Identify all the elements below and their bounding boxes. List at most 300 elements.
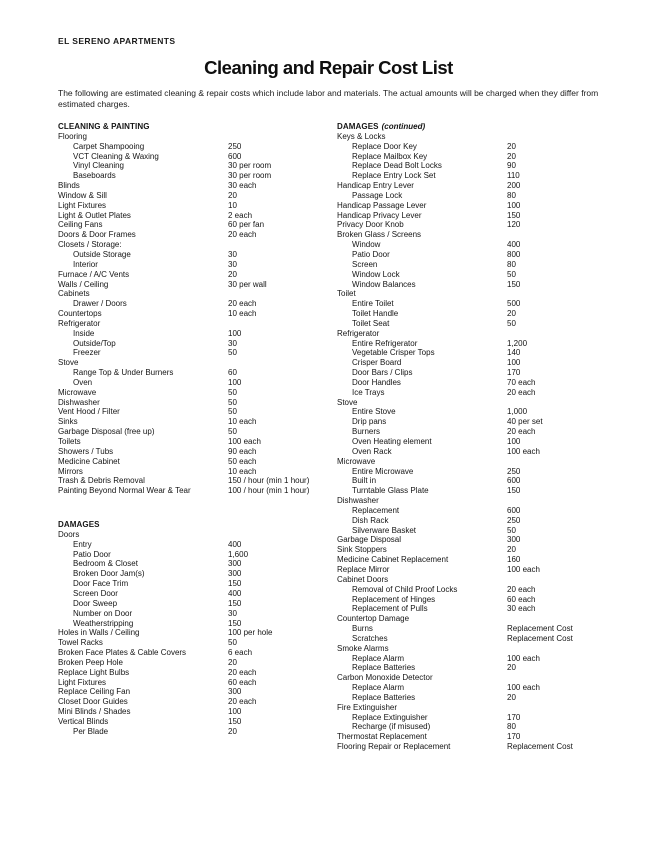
cost-item-value: 30 (228, 259, 237, 269)
cost-row (58, 467, 337, 477)
cost-row (337, 220, 599, 230)
cost-item-label: Entire Toilet (352, 299, 394, 309)
cost-row (58, 447, 337, 457)
cost-row (337, 703, 599, 713)
cost-item-value: 80 (507, 722, 516, 732)
cost-item-label: Cabinet Doors (337, 574, 389, 584)
cost-item-value: 1,600 (228, 549, 249, 559)
section-rows (337, 132, 599, 752)
cost-item-value: 600 (507, 476, 521, 486)
cost-item-value: 250 (507, 515, 521, 525)
cost-item-label: Privacy Door Knob (337, 220, 404, 230)
cost-item-value: 150 (228, 618, 242, 628)
cost-row (58, 678, 337, 688)
cost-item-value: 50 (228, 407, 237, 417)
cost-row (58, 201, 337, 211)
cost-item-label: Ice Trays (352, 387, 385, 397)
cost-item-label: Mini Blinds / Shades (58, 707, 131, 717)
cost-item-label: Refrigerator (58, 318, 101, 328)
cost-row (337, 230, 599, 240)
cost-row (58, 289, 337, 299)
cost-item-value: 100 / hour (min 1 hour) (228, 486, 310, 496)
cost-item-value: 150 (507, 210, 521, 220)
cost-item-label: Broken Glass / Screens (337, 230, 422, 240)
cost-item-label: Replacement (352, 505, 400, 515)
cost-row (58, 599, 337, 609)
cost-row (337, 526, 599, 536)
cost-item-label: Handicap Privacy Lever (337, 210, 422, 220)
cost-row (58, 638, 337, 648)
cost-item-value: 200 (507, 181, 521, 191)
cost-item-label: Replacement of Hinges (352, 594, 436, 604)
cost-item-label: Outside Storage (73, 249, 131, 259)
section-heading (337, 122, 599, 132)
cost-item-label: Ceiling Fans (58, 220, 103, 230)
cost-row (337, 152, 599, 162)
cost-row (337, 516, 599, 526)
cost-row (58, 240, 337, 250)
cost-row (58, 648, 337, 658)
cost-item-value: 150 (507, 486, 521, 496)
cost-row (337, 181, 599, 191)
cost-row (58, 579, 337, 589)
cost-item-label: Replacement of Pulls (352, 604, 428, 614)
cost-item-value: 30 (228, 338, 237, 348)
cost-item-value: 100 each (507, 683, 540, 693)
cost-item-label: Handicap Entry Lever (337, 181, 414, 191)
cost-item-value: 150 (228, 598, 242, 608)
cost-row (337, 555, 599, 565)
section-heading-text: DAMAGES (337, 122, 379, 131)
cost-item-label: Fire Extinguisher (337, 702, 398, 712)
cost-row (58, 437, 337, 447)
cost-item-value: 6 each (228, 648, 253, 658)
cost-item-label: Door Sweep (73, 598, 118, 608)
cost-row (337, 535, 599, 545)
cost-item-value: 20 (507, 692, 516, 702)
cost-item-value: 400 (507, 240, 521, 250)
cost-row (337, 673, 599, 683)
cost-item-label: Number on Door (73, 608, 133, 618)
section-heading-suffix: (continued) (381, 122, 426, 131)
cost-item-value: 30 per wall (228, 279, 267, 289)
cost-item-value: 100 (228, 377, 242, 387)
cost-row (58, 329, 337, 339)
cost-row (58, 457, 337, 467)
cost-item-value: 100 (507, 437, 521, 446)
cost-item-label: Light Fixtures (58, 677, 107, 687)
cost-row (337, 398, 599, 408)
cost-row (58, 152, 337, 162)
cost-item-value: 100 (507, 358, 521, 368)
cost-item-label: Trash & Debris Removal (58, 476, 145, 486)
cost-row (337, 545, 599, 555)
cost-row (337, 486, 599, 496)
cost-item-value: 100 each (228, 437, 261, 446)
cost-item-label: Door Face Trim (73, 579, 129, 589)
cost-item-label: Medicine Cabinet Replacement (337, 555, 449, 565)
cost-item-label: Oven Heating element (352, 437, 432, 446)
cost-item-label: Countertop Damage (337, 614, 410, 624)
cost-item-value: 160 (507, 555, 521, 565)
cost-item-value: 10 (228, 200, 237, 210)
cost-row (337, 476, 599, 486)
cost-item-label: Towel Racks (58, 638, 103, 648)
cost-row (58, 550, 337, 560)
cost-row (58, 161, 337, 171)
cost-item-value: 300 (228, 559, 242, 569)
cost-list-columns (58, 122, 599, 752)
cost-item-value: 400 (228, 588, 242, 598)
cost-item-label: Drawer / Doors (73, 299, 127, 309)
cost-item-label: Doors (58, 529, 80, 539)
cost-item-value: 80 (507, 190, 516, 200)
cost-item-label: Stove (58, 358, 79, 368)
section-heading (58, 520, 337, 530)
cost-item-label: Patio Door (352, 249, 390, 259)
cost-item-label: Flooring (58, 131, 87, 141)
cost-row (58, 132, 337, 142)
cost-row (337, 614, 599, 624)
cost-item-label: Screen Door (73, 588, 118, 598)
cost-item-label: Patio Door (73, 549, 111, 559)
cost-item-value: 20 each (228, 697, 257, 707)
cost-item-value: 90 each (228, 446, 257, 456)
cost-item-value: 1,200 (507, 338, 528, 348)
cost-item-label: Vertical Blinds (58, 716, 109, 726)
cost-item-label: Broken Face Plates & Cable Covers (58, 648, 187, 658)
cost-item-label: Recharge (if misused) (352, 722, 431, 732)
cost-item-value: 100 each (507, 564, 540, 574)
cost-item-value: 150 (228, 716, 242, 726)
cost-item-label: Toilet (337, 289, 356, 299)
section-rows (58, 530, 337, 737)
section-heading-text: CLEANING & PAINTING (58, 122, 150, 131)
cost-item-label: Replace Alarm (352, 653, 405, 663)
cost-item-value: 50 (507, 269, 516, 279)
section-rows (58, 132, 337, 496)
cost-item-value: 100 (507, 200, 521, 210)
cost-row (337, 289, 599, 299)
cost-row (58, 250, 337, 260)
cost-item-label: Broken Door Jam(s) (73, 569, 145, 579)
cost-row (337, 388, 599, 398)
cost-row (337, 447, 599, 457)
cost-item-label: Walls / Ceiling (58, 279, 109, 289)
cost-item-value: 20 each (228, 667, 257, 677)
cost-row (58, 358, 337, 368)
cost-item-label: Painting Beyond Normal Wear & Tear (58, 486, 191, 496)
cost-row (337, 604, 599, 614)
cost-row (58, 348, 337, 358)
cost-item-label: Replace Mirror (337, 564, 390, 574)
cost-row (58, 717, 337, 727)
cost-item-label: Burners (352, 427, 381, 437)
cost-row (337, 506, 599, 516)
cost-item-value: Replacement Cost (507, 742, 573, 752)
cost-row (337, 407, 599, 417)
cost-item-label: Broken Peep Hole (58, 657, 123, 667)
cost-item-label: Smoke Alarms (337, 643, 389, 653)
cost-row (337, 211, 599, 221)
cost-item-value: 10 each (228, 417, 257, 427)
cost-item-label: Built in (352, 476, 377, 486)
cost-item-label: Carbon Monoxide Detector (337, 673, 433, 683)
cost-row (58, 707, 337, 717)
cost-item-value: 20 (228, 726, 237, 736)
cost-row (58, 171, 337, 181)
cost-item-value: 20 each (507, 387, 536, 397)
cost-item-value: 10 each (228, 309, 257, 319)
cost-row (58, 727, 337, 737)
cost-row (337, 348, 599, 358)
cost-item-label: Countertops (58, 309, 102, 319)
cost-row (58, 299, 337, 309)
cost-item-value: 50 (228, 427, 237, 437)
cost-row (337, 575, 599, 585)
page-title: Cleaning and Repair Cost List (204, 57, 453, 78)
cost-item-label: Replace Batteries (352, 663, 416, 673)
cost-row (58, 609, 337, 619)
cost-row (58, 309, 337, 319)
cost-item-value: 120 (507, 220, 521, 230)
cost-item-label: Oven Rack (352, 446, 392, 456)
column-left (58, 122, 337, 737)
intro-paragraph: The following are estimated cleaning & repair costs which include labor and materials. The actual amounts will be charged when they differ from estimated charges. (58, 88, 599, 109)
cost-item-label: Replace Door Key (352, 141, 417, 151)
cost-item-value: 60 per fan (228, 220, 265, 230)
cost-row (337, 201, 599, 211)
cost-row (337, 358, 599, 368)
cost-item-label: Refrigerator (337, 328, 380, 338)
cost-row (58, 530, 337, 540)
cost-item-label: Blinds (58, 181, 80, 191)
cost-row (337, 732, 599, 742)
cost-row (337, 683, 599, 693)
cost-item-label: Window Lock (352, 269, 400, 279)
cost-row (337, 171, 599, 181)
cost-item-value: 30 per room (228, 161, 272, 171)
cost-row (58, 619, 337, 629)
cost-item-label: Flooring Repair or Replacement (337, 742, 451, 752)
cost-row (58, 476, 337, 486)
cost-row (337, 191, 599, 201)
cost-row (58, 220, 337, 230)
cost-item-value: 100 per hole (228, 628, 273, 638)
cost-item-value: 150 (228, 579, 242, 589)
cost-row (58, 417, 337, 427)
cost-row (337, 309, 599, 319)
cost-row (58, 398, 337, 408)
cost-item-label: Per Blade (73, 726, 109, 736)
cost-item-label: Window & Sill (58, 190, 107, 200)
cost-item-value: 100 (228, 707, 242, 717)
cost-item-value: 110 (507, 171, 520, 181)
cost-item-value: 30 (228, 608, 237, 618)
cost-item-value: 20 (507, 545, 516, 555)
cost-item-label: Stove (337, 397, 358, 407)
cost-row (58, 697, 337, 707)
cost-item-value: 20 each (228, 299, 257, 309)
cost-item-value: 100 each (507, 653, 540, 663)
cost-row (58, 270, 337, 280)
cost-item-label: Garbage Disposal (337, 535, 402, 545)
cost-row (337, 654, 599, 664)
cost-row (337, 437, 599, 447)
cost-item-value: 50 (507, 318, 516, 328)
cost-item-value: 20 (507, 151, 516, 161)
cost-item-label: Inside (73, 328, 95, 338)
cost-item-value: 20 each (507, 584, 536, 594)
cost-item-value: 30 (228, 249, 237, 259)
letterhead: EL SERENO APARTMENTS (58, 36, 176, 46)
cost-item-value: 70 each (507, 377, 536, 387)
cost-item-label: Door Bars / Clips (352, 368, 413, 378)
cost-row (58, 687, 337, 697)
cost-item-label: Replace Entry Lock Set (352, 171, 436, 181)
cost-item-value: 20 (228, 190, 237, 200)
cost-item-label: Silverware Basket (352, 525, 417, 535)
cost-item-label: Replace Ceiling Fan (58, 687, 131, 697)
cost-item-value: Replacement Cost (507, 624, 573, 634)
cost-item-label: Replace Extinguisher (352, 712, 428, 722)
cost-row (58, 211, 337, 221)
cost-row (337, 565, 599, 575)
cost-item-value: 20 (507, 141, 516, 151)
cost-row (58, 260, 337, 270)
cost-item-label: Entire Microwave (352, 466, 414, 476)
cost-row (58, 368, 337, 378)
cost-item-value: 2 each (228, 210, 253, 220)
cost-row (337, 250, 599, 260)
cost-item-label: Vegetable Crisper Tops (352, 348, 435, 358)
cost-item-value: 170 (507, 732, 521, 742)
cost-row (337, 663, 599, 673)
cost-item-label: Cabinets (58, 289, 90, 299)
column-right (337, 122, 599, 752)
document-content (58, 36, 599, 752)
cost-row (58, 628, 337, 638)
cost-item-label: Dishwasher (58, 397, 100, 407)
cost-row (58, 658, 337, 668)
cost-row (337, 132, 599, 142)
cost-item-label: Dish Rack (352, 515, 389, 525)
cost-item-label: Entry (73, 539, 92, 549)
cost-item-label: VCT Cleaning & Waxing (73, 151, 159, 161)
cost-item-label: Garbage Disposal (free up) (58, 427, 155, 437)
cost-row (337, 644, 599, 654)
cost-item-label: Sinks (58, 417, 78, 427)
cost-item-label: Interior (73, 259, 98, 269)
cost-row (337, 417, 599, 427)
cost-row (337, 457, 599, 467)
cost-item-label: Dishwasher (337, 496, 379, 506)
cost-row (337, 427, 599, 437)
cost-item-value: 250 (228, 141, 242, 151)
cost-item-label: Toilets (58, 437, 81, 446)
cost-row (337, 142, 599, 152)
cost-item-value: 20 (228, 657, 237, 667)
cost-item-value: 50 (228, 348, 237, 358)
cost-item-value: 60 each (507, 594, 536, 604)
cost-item-label: Replace Alarm (352, 683, 405, 693)
cost-row (58, 230, 337, 240)
cost-item-label: Scratches (352, 633, 388, 643)
cost-item-value: 140 (507, 348, 521, 358)
cost-item-value: 60 (228, 368, 237, 378)
cost-row (337, 722, 599, 732)
cost-section (58, 520, 337, 737)
cost-row (337, 319, 599, 329)
cost-item-label: Closets / Storage: (58, 240, 122, 250)
cost-item-value: 50 (507, 525, 516, 535)
cost-row (58, 142, 337, 152)
cost-row (337, 634, 599, 644)
cost-item-value: Replacement Cost (507, 633, 573, 643)
cost-item-value: 20 (507, 309, 516, 319)
cost-item-label: Handicap Passage Lever (337, 200, 427, 210)
cost-item-value: 20 each (507, 427, 536, 437)
cost-item-label: Toilet Handle (352, 309, 399, 319)
cost-row (58, 280, 337, 290)
cost-item-value: 600 (228, 151, 242, 161)
cost-item-value: 250 (507, 466, 521, 476)
cost-row (337, 693, 599, 703)
cost-row (337, 299, 599, 309)
cost-item-value: 30 each (507, 604, 536, 614)
cost-item-value: 400 (228, 539, 242, 549)
cost-row (58, 191, 337, 201)
cost-row (337, 585, 599, 595)
cost-item-label: Oven (73, 377, 93, 387)
cost-item-value: 300 (507, 535, 521, 545)
cost-item-label: Replace Mailbox Key (352, 151, 428, 161)
cost-item-label: Microwave (337, 456, 376, 466)
cost-row (337, 378, 599, 388)
cost-row (337, 260, 599, 270)
cost-item-label: Entire Refrigerator (352, 338, 418, 348)
cost-item-label: Sink Stoppers (337, 545, 387, 555)
cost-item-value: 30 each (228, 181, 257, 191)
cost-row (337, 467, 599, 477)
cost-item-value: 300 (228, 687, 242, 697)
cost-item-label: Light & Outlet Plates (58, 210, 131, 220)
cost-item-label: Outside/Top (73, 338, 116, 348)
section-heading (58, 122, 337, 132)
section-heading-text: DAMAGES (58, 520, 100, 530)
cost-row (337, 368, 599, 378)
cost-item-value: 50 (228, 387, 237, 397)
cost-item-label: Carpet Shampooing (73, 141, 145, 151)
cost-item-value: 170 (507, 368, 521, 378)
cost-row (58, 559, 337, 569)
cost-item-label: Replace Batteries (352, 692, 416, 702)
cost-row (58, 339, 337, 349)
cost-row (337, 595, 599, 605)
cost-item-value: 10 each (228, 466, 257, 476)
cost-row (58, 589, 337, 599)
cost-item-label: Toilet Seat (352, 318, 390, 328)
cost-row (337, 496, 599, 506)
cost-item-label: Entire Stove (352, 407, 396, 417)
cost-row (58, 540, 337, 550)
cost-row (337, 280, 599, 290)
cost-item-label: Thermostat Replacement (337, 732, 427, 742)
cost-row (58, 388, 337, 398)
cost-item-value: 80 (507, 259, 516, 269)
cost-item-value: 800 (507, 249, 521, 259)
cost-item-label: Vinyl Cleaning (73, 161, 124, 171)
